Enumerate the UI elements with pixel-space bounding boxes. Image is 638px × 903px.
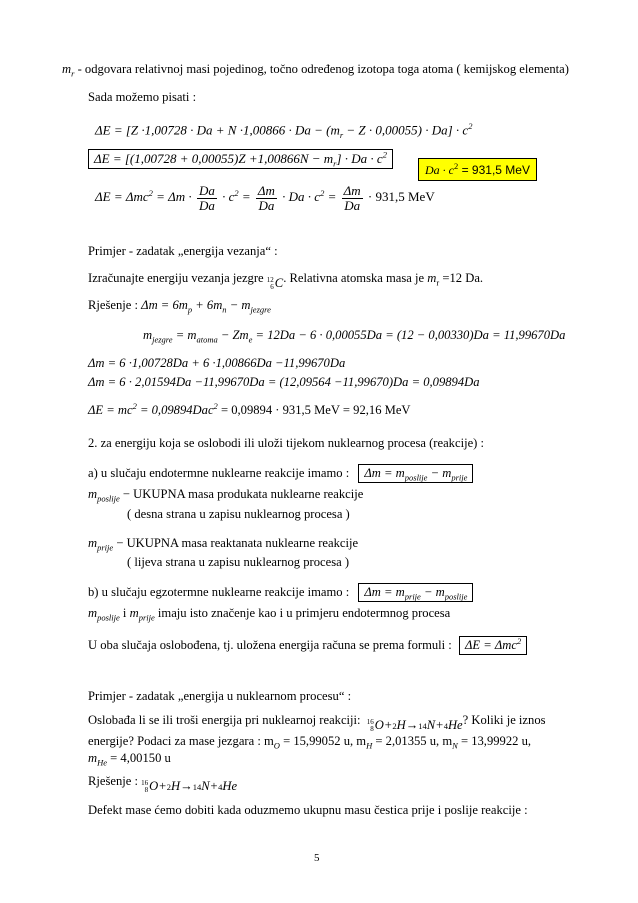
- dash: -: [74, 62, 85, 76]
- s-o-symbol: O: [149, 779, 159, 794]
- a-text: a) u slučaju endotermne nuklearne reakcije imamo :: [88, 466, 350, 480]
- task-text-a: Izračunajte energiju vezanja jezgre: [88, 271, 264, 285]
- b-f-s2: poslije: [444, 591, 468, 602]
- q-b: ? Koliki je iznos: [462, 713, 546, 727]
- poslije-sub: poslije: [97, 493, 120, 504]
- eq3-g: · 931,5 MeV: [367, 189, 435, 205]
- a-formula-box: [358, 464, 473, 483]
- eq3-e: · Da · c: [282, 189, 321, 205]
- q-h-sub: H: [366, 740, 373, 751]
- eq3-sup3: 2: [320, 187, 325, 198]
- fraction-2-num: Δm: [257, 183, 275, 198]
- n-mass: 14: [418, 720, 427, 731]
- nucleus-atomic: 6: [270, 283, 274, 291]
- q-n-sub: N: [452, 740, 458, 751]
- s-arrow-icon: →: [180, 779, 193, 794]
- sol-l1-a: Δm = 6m: [141, 298, 188, 312]
- l2-s1: jezgre: [152, 334, 173, 345]
- s-o-z: 8: [144, 786, 149, 794]
- q-o-val: = 15,99052 u, m: [279, 734, 367, 748]
- l5-sup1: 2: [132, 401, 137, 411]
- q-line2: energije? Podaci za mase jezgara : m: [88, 734, 274, 748]
- eq2-sup: 2: [382, 150, 387, 160]
- sol-l1-s3: jezgre: [250, 304, 271, 315]
- section2-b: [88, 585, 473, 602]
- symbol-sub: r: [71, 68, 75, 79]
- example1-solution-line1: [88, 298, 271, 315]
- example1-line2: [143, 328, 565, 345]
- o-z: 8: [370, 725, 374, 733]
- nucleus-carbon: [267, 276, 283, 291]
- b-text: b) u slučaju egzotermne nuklearne reakcije imamo :: [88, 585, 350, 599]
- nucleus-numbers: [267, 277, 274, 291]
- now-we-write: Sada možemo pisati :: [88, 90, 197, 104]
- task-text-b: . Relativna atomska masa je: [283, 271, 428, 285]
- fraction-2-den: Da: [258, 197, 275, 213]
- fraction-1-num: Da: [198, 183, 215, 198]
- eq3-sup2: 2: [234, 187, 239, 198]
- s-plus-2: +: [209, 779, 219, 794]
- poslije-def: − UKUPNA masa produkata nuklearne reakcije: [119, 487, 364, 501]
- example1-task: [88, 271, 483, 292]
- fraction-1: [197, 184, 217, 212]
- equation-2: [88, 150, 393, 169]
- plus-1: +: [383, 718, 393, 733]
- q-o-sub: O: [273, 740, 280, 751]
- b-f-s1: prije: [404, 591, 421, 602]
- constant-sup: 2: [454, 161, 459, 171]
- q-h-val: = 2,01355 u, m: [372, 734, 453, 748]
- arrow-icon: →: [405, 718, 419, 733]
- equation-3: [95, 184, 435, 212]
- fraction-1-den: Da: [198, 197, 215, 213]
- a-f-a: Δm = m: [364, 466, 405, 480]
- sol-l1-mid: + 6m: [192, 298, 223, 312]
- q-l3-val: = 4,00150 u: [107, 751, 171, 765]
- both-sym1: m: [88, 606, 98, 620]
- prije-def: − UKUPNA masa reaktanata nuklearne reakcije: [113, 536, 359, 550]
- s-he-mass: 4: [218, 781, 223, 792]
- poslije-note: ( desna strana u zapisu nuklearnog procesa ): [127, 507, 350, 521]
- intro-text: odgovara relativnoj masi pojedinog, točno određenog izotopa toga atoma ( kemijskog elementa): [84, 62, 569, 76]
- defect-text: Defekt mase ćemo dobiti kada oduzmemo ukupnu masu čestica prije i poslije reakcije :: [88, 803, 528, 817]
- task-text-c: =12 Da.: [439, 271, 484, 285]
- s-he-symbol: He: [222, 779, 238, 794]
- eq2-tail: ] · Da · c: [336, 151, 383, 167]
- final-text: U oba slučaja oslobođena, tj. uložena energija računa se prema formuli :: [88, 638, 452, 653]
- final-sup: 2: [516, 636, 522, 646]
- fraction-3-num: Δm: [343, 183, 361, 198]
- fraction-2: [256, 184, 277, 212]
- sol-l1-tail: − m: [226, 298, 251, 312]
- l5-b: = 0,09894Dac: [136, 403, 214, 418]
- q-a: Oslobađa li se ili troši energija pri nuklearnoj reakciji:: [88, 713, 361, 727]
- poslije-sym: m: [88, 487, 98, 501]
- l5-c: = 0,09894 · 931,5 MeV = 92,16 MeV: [217, 403, 411, 418]
- final-formula-line: [88, 636, 527, 653]
- section2-a: [88, 466, 473, 483]
- example1-heading: Primjer - zadatak „energija vezanja“ :: [88, 244, 278, 258]
- l5-sup2: 2: [213, 401, 218, 411]
- l2-d: = 12Da − 6 · 0,00055Da = (12 − 0,00330)Da = 11,99670Da: [252, 328, 566, 342]
- example2-solution: [88, 774, 237, 795]
- eq2-box: [88, 149, 393, 169]
- b-formula-box: [358, 583, 473, 602]
- solution-label-1: Rješenje :: [88, 298, 139, 312]
- s-h-symbol: H: [171, 779, 181, 794]
- sol-l1-s1: p: [187, 304, 193, 315]
- he-symbol: He: [447, 718, 463, 733]
- both-i: i: [119, 606, 130, 620]
- both-sub1: poslije: [97, 612, 120, 623]
- final-formula-box: [459, 636, 527, 655]
- example2-question-line3: [88, 751, 171, 768]
- constant-right: = 931,5 MeV: [458, 163, 530, 177]
- a-f-s1: poslije: [404, 472, 428, 483]
- fraction-3: [342, 184, 363, 212]
- l2-a: m: [143, 328, 153, 342]
- prije-sub: prije: [97, 542, 114, 553]
- eq1-tail: − Z · 0,00055) · Da] · c: [343, 122, 469, 138]
- h-symbol: H: [396, 718, 406, 733]
- symbol-m: m: [62, 62, 72, 76]
- o-numbers: [367, 719, 374, 733]
- eq1-main: ΔE = [Z ·1,00728 · Da + N ·1,00866 · Da − (m: [95, 122, 340, 138]
- eq3-f: =: [324, 189, 337, 205]
- eq3-c: · c: [222, 189, 235, 205]
- plus-2: +: [435, 718, 444, 733]
- prije-definition: [88, 536, 358, 553]
- final-formula: ΔE = Δmc: [464, 638, 517, 653]
- reaction-equation: [367, 718, 463, 733]
- poslije-definition: [88, 487, 363, 504]
- eq3-d: =: [238, 189, 251, 205]
- s-o-numbers: [141, 780, 148, 794]
- constant-highlight-box: [418, 158, 537, 181]
- a-f-s2: prije: [451, 472, 468, 483]
- solution-label-2: Rješenje :: [88, 774, 139, 788]
- eq2-main: ΔE = [(1,00728 + 0,00055)Z +1,00866N − m: [94, 151, 334, 167]
- nucleus-mass: 12: [266, 276, 274, 284]
- section2-title: 2. za energiju koja se oslobodi ili uloži tijekom nuklearnog procesa (reakcije) :: [88, 436, 484, 450]
- prije-note: ( lijeva strana u zapisu nuklearnog procesa ): [127, 555, 350, 569]
- sol-l1-s2: n: [222, 304, 227, 315]
- eq3-b: = Δm ·: [156, 189, 192, 205]
- both-meaning: [88, 606, 450, 623]
- eq3-a: ΔE = Δmc: [95, 189, 149, 205]
- l2-s2: atoma: [196, 334, 218, 345]
- eq1-sub: r: [339, 129, 344, 140]
- example1-line4: Δm = 6 · 2,01594Da −11,99670Da = (12,09564 −11,99670)Da = 0,09894Da: [88, 375, 480, 389]
- example1-line5: [88, 401, 411, 418]
- he-mass: 4: [443, 720, 448, 731]
- both-text: imaju isto značenje kao i u primjeru endotermnog procesa: [154, 606, 451, 620]
- eq1-sup: 2: [468, 121, 473, 131]
- eq2-sub: r: [333, 158, 337, 169]
- task-sub: r: [436, 277, 440, 288]
- s-o-mass: 16: [141, 779, 149, 787]
- nucleus-symbol: C: [274, 276, 284, 291]
- b-f-a: Δm = m: [364, 585, 405, 599]
- both-sym2: m: [129, 606, 139, 620]
- l2-b: = m: [172, 328, 197, 342]
- solution-reaction: [141, 779, 237, 794]
- example2-question-line1: [88, 713, 546, 734]
- s-n-mass: 14: [192, 781, 202, 792]
- task-sym: m: [427, 271, 437, 285]
- s-h-mass: 2: [166, 781, 172, 792]
- q-n-val: = 13,99922 u,: [457, 734, 532, 748]
- fraction-3-den: Da: [344, 197, 361, 213]
- h-mass: 2: [392, 720, 397, 731]
- page-number: 5: [314, 852, 320, 864]
- intro-line: [62, 62, 569, 79]
- example2-question-line2: [88, 734, 531, 751]
- equation-1: [95, 121, 472, 140]
- example2-heading: Primjer - zadatak „energija u nuklearnom procesu“ :: [88, 689, 352, 703]
- q-l3-sym: m: [88, 751, 98, 765]
- prije-sym: m: [88, 536, 98, 550]
- n-symbol: N: [426, 718, 436, 733]
- q-l3-sub: He: [97, 757, 108, 768]
- constant-left: Da · c: [425, 163, 454, 177]
- s-plus-1: +: [158, 779, 167, 794]
- b-f-b: − m: [420, 585, 445, 599]
- s-n-symbol: N: [201, 779, 210, 794]
- l2-c: − Zm: [217, 328, 249, 342]
- l5-a: ΔE = mc: [88, 403, 133, 418]
- eq3-sup1: 2: [148, 187, 153, 198]
- o-symbol: O: [374, 718, 384, 733]
- both-sub2: prije: [138, 612, 155, 623]
- a-f-b: − m: [427, 466, 452, 480]
- example1-line3: Δm = 6 ·1,00728Da + 6 ·1,00866Da −11,99670Da: [88, 356, 346, 370]
- o-mass: 16: [366, 718, 374, 726]
- l2-s3: e: [248, 334, 253, 345]
